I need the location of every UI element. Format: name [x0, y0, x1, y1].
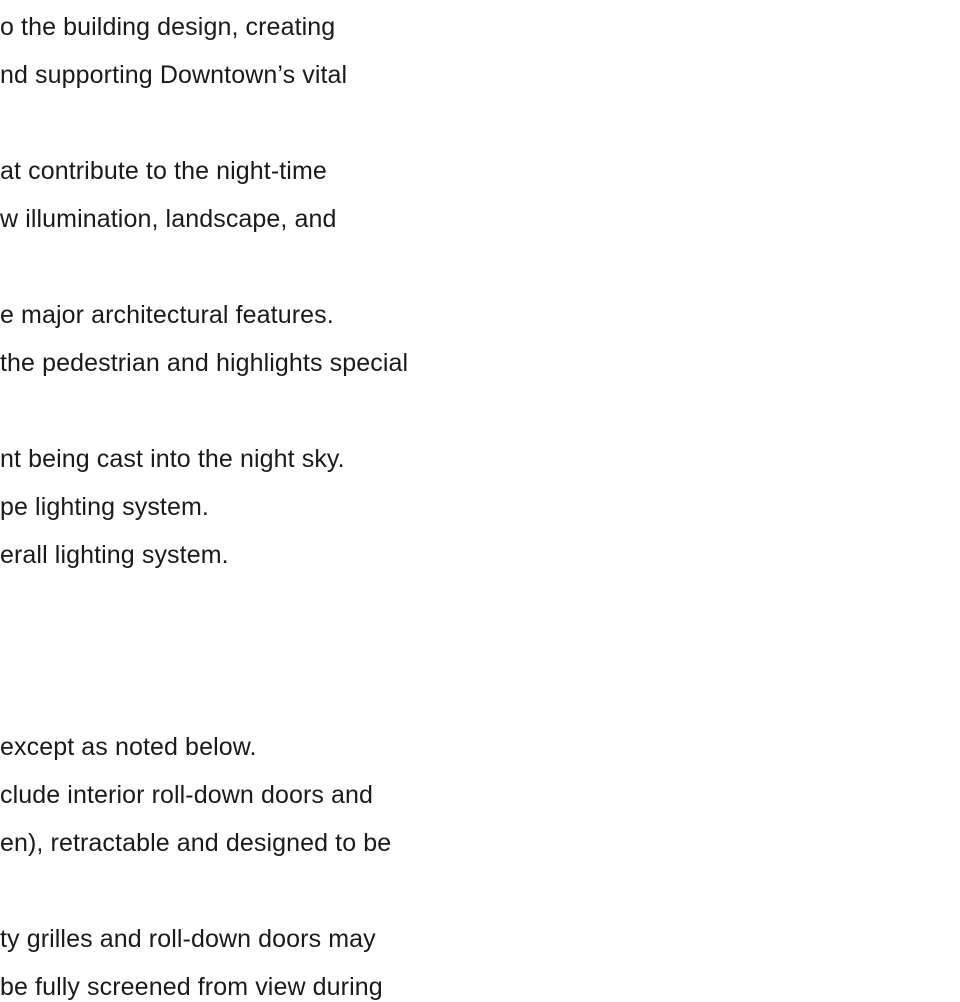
text-line: except as noted below.: [0, 733, 257, 761]
text-line: clude interior roll-down doors and: [0, 781, 374, 809]
text-line: erall lighting system.: [0, 541, 229, 569]
text-line: be fully screened from view during: [0, 973, 383, 1001]
text-line: w illumination, landscape, and: [0, 205, 337, 233]
text-line: the pedestrian and highlights special: [0, 349, 409, 377]
text-line: pe lighting system.: [0, 493, 209, 521]
text-line: o the building design, creating: [0, 13, 336, 41]
text-line: e major architectural features.: [0, 301, 334, 329]
text-line: en), retractable and designed to be: [0, 829, 392, 857]
text-line: nd supporting Downtown’s vital: [0, 61, 348, 89]
text-line: nt being cast into the night sky.: [0, 445, 345, 473]
text-line: ty grilles and roll-down doors may: [0, 925, 376, 953]
text-line: at contribute to the night-time: [0, 157, 327, 185]
